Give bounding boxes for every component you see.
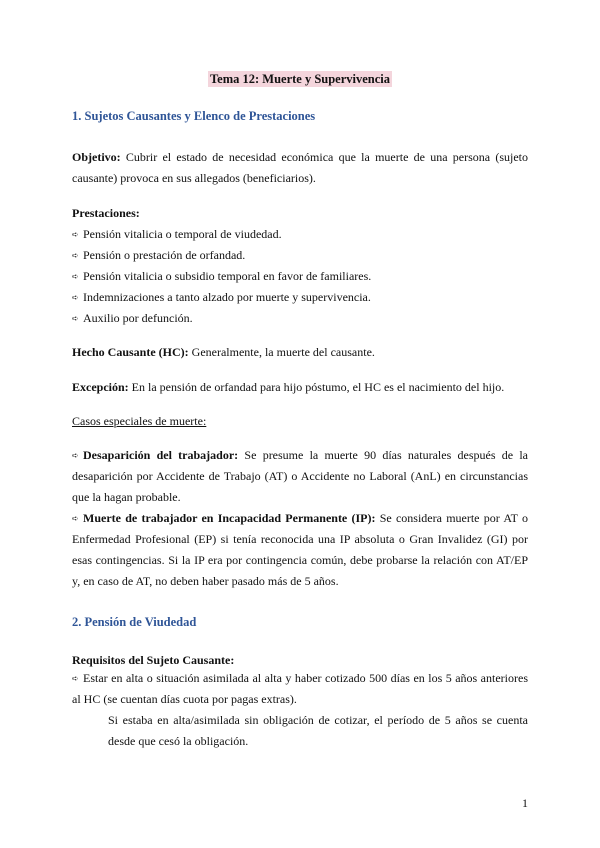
- caso-text: Se presume la muerte 90 días naturales después de la desaparición por Accidente de Trabajo (AT) o Accidente no Laboral (AnL) en circunstancias que la hagan probable.: [72, 448, 528, 504]
- prestaciones-label: Prestaciones:: [72, 206, 140, 220]
- requisitos-item: ➪ Estar en alta o situación asimilada al alta y haber cotizado 500 días en los 5 años anteriores al HC (se cuentan días cuota por pagas extras).: [72, 668, 528, 710]
- objetivo-label: Objetivo:: [72, 150, 121, 164]
- arrow-bullet-icon: ➪: [72, 314, 79, 323]
- page-number: 1: [522, 796, 528, 810]
- prestacion-item: ➪ Auxilio por defunción.: [72, 308, 528, 329]
- requisitos-subparagraph: Si estaba en alta/asimilada sin obligación de cotizar, el período de 5 años se cuenta desde que cesó la obligación.: [108, 713, 528, 748]
- section-2-heading: 2. Pensión de Viudedad: [72, 615, 197, 629]
- document-title: Tema 12: Muerte y Supervivencia: [209, 72, 391, 86]
- prestacion-item: ➪ Pensión vitalicia o temporal de viudedad.: [72, 224, 528, 245]
- prestacion-item: ➪ Indemnizaciones a tanto alzado por muerte y supervivencia.: [72, 287, 528, 308]
- arrow-bullet-icon: ➪: [72, 251, 79, 260]
- arrow-bullet-icon: ➪: [72, 674, 79, 683]
- prestacion-item: ➪ Pensión vitalicia o subsidio temporal en favor de familiares.: [72, 266, 528, 287]
- title-wrap: [0, 71, 600, 87]
- caso-label: Muerte de trabajador en Incapacidad Permanente (IP):: [83, 511, 376, 525]
- arrow-bullet-icon: ➪: [72, 514, 79, 523]
- excepcion-paragraph: [72, 377, 528, 398]
- prestacion-item: ➪ Pensión o prestación de orfandad.: [72, 245, 528, 266]
- objetivo-paragraph: [72, 147, 528, 189]
- hecho-label: Hecho Causante (HC):: [72, 345, 189, 359]
- prestaciones-block: [72, 203, 528, 329]
- casos-especiales-heading: Casos especiales de muerte:: [72, 414, 207, 428]
- hecho-text: Generalmente, la muerte del causante.: [188, 345, 375, 359]
- requisitos-label: Requisitos del Sujeto Causante:: [72, 653, 235, 667]
- excepcion-label: Excepción:: [72, 380, 129, 394]
- arrow-bullet-icon: ➪: [72, 272, 79, 281]
- caso-label: Desaparición del trabajador:: [83, 448, 239, 462]
- caso-text: Se considera muerte por AT o Enfermedad Profesional (EP) si tenía reconocida una IP absoluta o Gran Invalidez (GI) por esas contingencias. Si la IP era por contingencia común, debe probarse la relación con AT/EP y, en caso de AT, no deben haber pasado más de 5 años.: [72, 511, 529, 588]
- objetivo-text: Cubrir el estado de necesidad económica que la muerte de una persona (sujeto causante) provoca en sus allegados (beneficiarios).: [72, 150, 528, 185]
- arrow-bullet-icon: ➪: [72, 293, 79, 302]
- arrow-bullet-icon: ➪: [72, 230, 79, 239]
- hecho-causante-paragraph: [72, 342, 528, 363]
- section-1-heading: 1. Sujetos Causantes y Elenco de Prestaciones: [72, 109, 316, 123]
- arrow-bullet-icon: ➪: [72, 451, 79, 460]
- excepcion-text: En la pensión de orfandad para hijo póstumo, el HC es el nacimiento del hijo.: [128, 380, 505, 394]
- caso-incapacidad: [72, 508, 528, 592]
- caso-desaparicion: [72, 445, 528, 508]
